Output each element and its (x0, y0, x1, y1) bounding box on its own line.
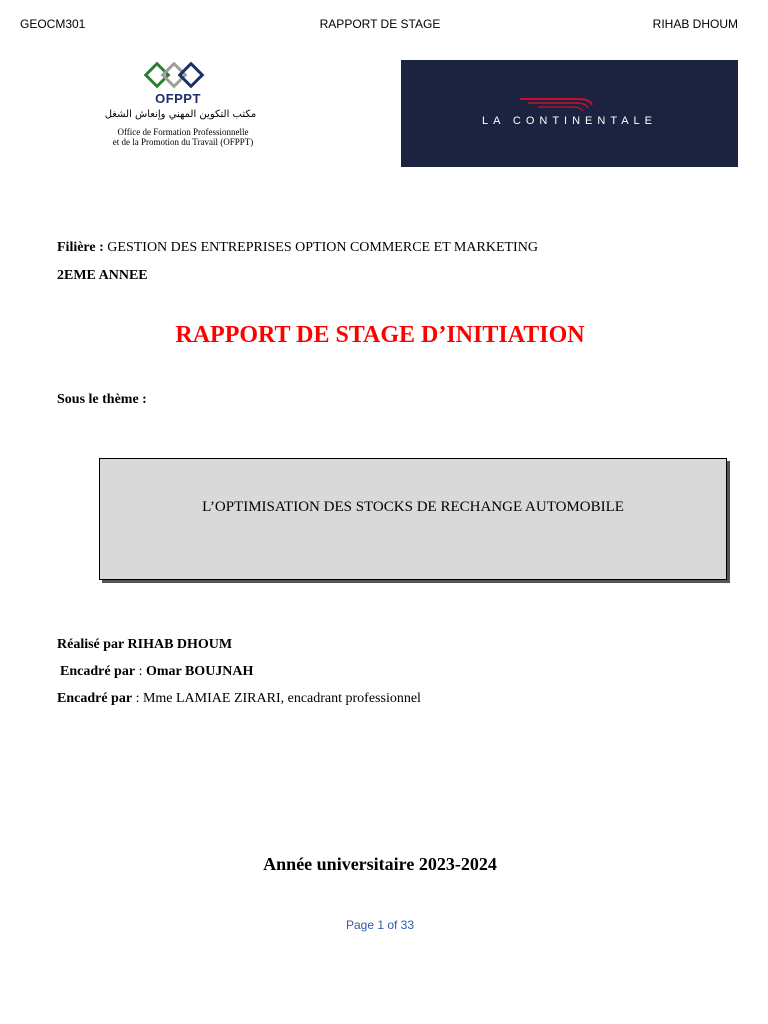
encadre2-sep: : (132, 691, 143, 706)
ofppt-name: OFPPT (155, 91, 201, 106)
page-number: Page 1 of 33 (345, 918, 415, 932)
encadre1-line (60, 664, 253, 680)
report-title: RAPPORT DE STAGE D’INITIATION (175, 322, 585, 348)
filiere-line (57, 240, 538, 256)
encadre2-line (57, 691, 421, 707)
header-left: GEOCM301 (20, 17, 86, 31)
ofppt-french-line2: et de la Promotion du Travail (OFPPT) (112, 137, 254, 147)
academic-year: Année universitaire 2023-2024 (263, 854, 497, 874)
filiere-label: Filière : (57, 240, 104, 255)
encadre2-label: Encadré par (57, 691, 133, 706)
encadre1-sep: : (135, 664, 146, 679)
encadre1-label: Encadré par (60, 664, 136, 679)
ofppt-arabic-name: مكتب التكوين المهني وإنعاش الشغل (104, 109, 257, 120)
la-continentale-emblem-icon (518, 94, 598, 112)
theme-text: L’OPTIMISATION DES STOCKS DE RECHANGE AUTOMOBILE (202, 499, 624, 515)
encadre2-value: Mme LAMIAE ZIRARI, encadrant professionnel (142, 691, 421, 706)
ofppt-logo (88, 62, 278, 154)
theme-box (99, 458, 727, 580)
la-continentale-logo (401, 60, 738, 167)
realise-label: Réalisé par (57, 637, 125, 652)
realise-line (57, 637, 232, 653)
la-continentale-text: LA CONTINENTALE (481, 115, 658, 127)
header-center: RAPPORT DE STAGE (319, 17, 441, 31)
ofppt-french-line1: Office de Formation Professionnelle (117, 127, 249, 137)
level-line: 2EME ANNEE (57, 268, 148, 283)
realise-value: RIHAB DHOUM (124, 637, 233, 652)
filiere-value: GESTION DES ENTREPRISES OPTION COMMERCE ET MARKETING (103, 240, 538, 255)
theme-label: Sous le thème : (57, 392, 147, 407)
encadre1-value: Omar BOUJNAH (145, 664, 254, 679)
header-right: RIHAB DHOUM (652, 17, 738, 31)
ofppt-emblem-icon (144, 62, 208, 90)
